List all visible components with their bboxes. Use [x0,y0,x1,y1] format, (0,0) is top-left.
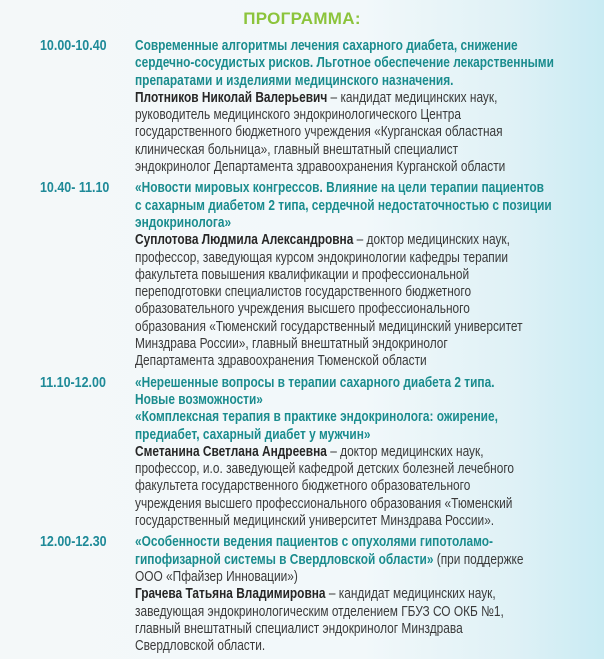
talk-title: «Особенности ведения пациентов с опухолями гипотоламо- [135,534,493,551]
text-line [135,90,520,107]
speaker-description: – кандидат медицинских наук, [325,586,496,603]
speaker-description: государственный медицинский университет Минздрава России». [135,513,495,530]
text-line [135,38,520,55]
speaker-description: переподготовки специалистов государственного бюджетного [135,284,472,301]
session-time: 11.10-12.00 [40,374,106,391]
text-line [135,496,520,513]
speaker-description: государственного бюджетного учреждения «Курганская областная [135,124,503,141]
speaker-description: Департамента здравоохранения Тюменской области [135,353,427,370]
text-line [135,73,520,90]
talk-title: препаратами и изделиями медицинского назначения. [135,72,454,89]
text-line [135,513,520,530]
speaker-name: Сметанина Светлана Андреевна [135,443,327,460]
text-line [135,55,554,72]
speaker-description: эндокринолог Департамента здравоохранения Курганской области [135,159,506,176]
speaker-description: – доктор медицинских наук, [353,232,510,249]
program-session [0,180,604,370]
text-line [135,197,552,215]
text-line [135,267,520,284]
talk-title: с сахарным диабетом 2 типа, сердечной недостаточностью с позиции [135,197,552,214]
text-line [135,284,520,301]
speaker-description: заведующая эндокринологическим отделением ГБУЗ СО ОКБ №1, [135,603,504,620]
talk-title: сердечно-сосудистых рисков. Льготное обеспечение лекарственными [135,55,554,72]
text-line [135,444,520,461]
text-line [135,232,520,249]
speaker-description: ООО «Пфайзер Инновации») [135,568,298,585]
session-time: 10.40- 11.10 [40,180,110,197]
session-content [135,375,604,531]
program-session [0,38,604,176]
speaker-description: Минздрава России», главный внештатный эндокринолог [135,336,448,353]
talk-title: «Комплексная терапия в практике эндокринолога: ожирение, [135,409,498,426]
session-time: 10.00-10.40 [40,38,107,54]
speaker-description: профессор, заведующая курсом эндокринологии кафедры терапии [135,249,509,266]
text-line [135,301,520,318]
speaker-description: Свердловской области. [135,638,266,655]
text-line [135,250,520,267]
speaker-description: главный внештатный специалист эндокринолог Минздрава [135,620,463,637]
speaker-description: учреждения высшего профессионального образования «Тюменский [135,495,513,512]
speaker-description: (при поддержке [433,551,524,568]
talk-title: Новые возможности» [135,391,263,408]
speaker-name: Суплотова Людмила Александровна [135,232,354,249]
session-content [135,534,604,655]
talk-title: эндокринолога» [135,214,232,231]
speaker-name: Плотников Николай Валерьевич [135,89,328,106]
text-line [135,180,544,197]
text-line [135,375,520,392]
text-line [135,638,520,655]
text-line [135,353,520,370]
speaker-description: – кандидат медицинских наук, [327,89,498,106]
speaker-name: Грачева Татьяна Владимировна [135,586,326,603]
speaker-description: образовательного учреждения высшего профессионального [135,301,470,318]
program-list [0,38,604,659]
talk-title: гипофизарной системы в Свердловской области» [135,551,434,568]
session-content [135,38,604,176]
text-line [135,159,520,176]
speaker-description: руководитель медицинского эндокринологического Центра [135,107,462,124]
text-line [135,124,520,141]
text-line [135,336,520,353]
text-line [135,409,520,426]
talk-title: «Новости мировых конгрессов. Влияние на цели терапии пациентов [135,180,544,197]
speaker-description: образования «Тюменский государственный медицинский университет [135,318,523,335]
text-line [135,534,520,551]
text-line [135,569,520,586]
speaker-description: факультета государственного бюджетного образовательного [135,478,471,495]
talk-title: предиабет, сахарный диабет у мужчин» [135,426,371,443]
text-line [135,427,520,444]
speaker-description: факультета повышения квалификации и профессиональной [135,266,470,283]
text-line [135,461,520,478]
text-line [135,142,520,159]
session-content [135,180,604,370]
text-line [135,621,520,638]
text-line [135,215,520,232]
speaker-description: клиническая больница», главный внештатный специалист [135,141,459,158]
session-time: 12.00-12.30 [40,534,107,551]
text-line [135,318,523,336]
talk-title: «Нерешенные вопросы в терапии сахарного диабета 2 типа. [135,374,495,391]
program-session [0,375,604,531]
program-session [0,534,604,655]
text-line [135,107,520,124]
program-heading: ПРОГРАММА: [243,9,361,28]
text-line [135,551,524,569]
speaker-description: – доктор медицинских наук, [326,443,484,460]
text-line [135,392,520,409]
text-line [135,604,520,621]
speaker-description: профессор, и.о. заведующей кафедрой детских болезней лечебного [135,461,515,478]
text-line [135,478,520,495]
text-line [135,586,520,603]
talk-title: Современные алгоритмы лечения сахарного диабета, снижение [135,38,518,54]
